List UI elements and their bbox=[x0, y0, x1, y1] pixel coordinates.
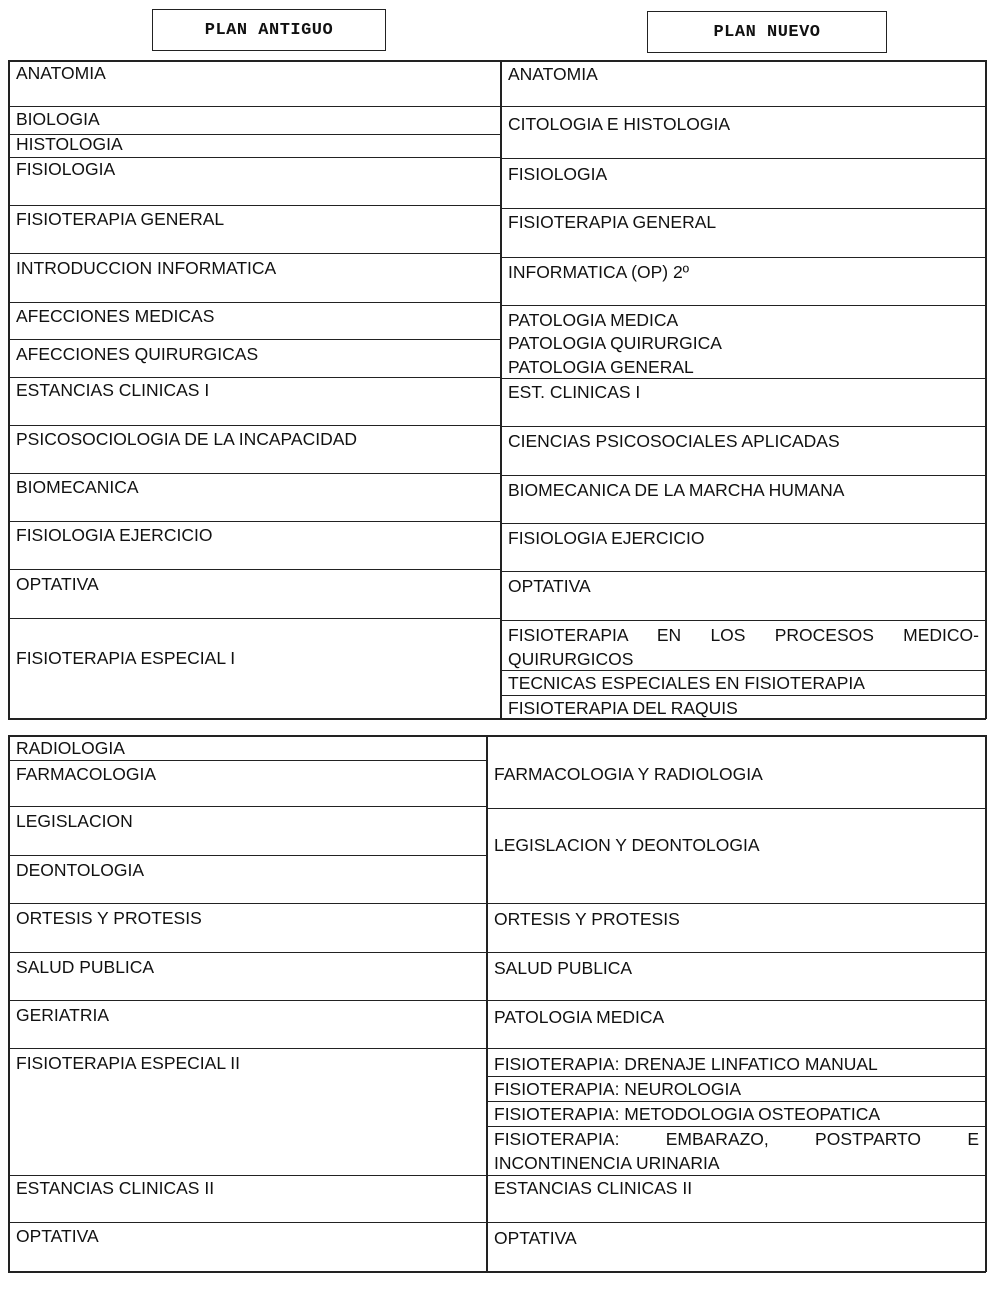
old-subject-introduccion-informatica: INTRODUCCION INFORMATICA bbox=[16, 258, 277, 278]
old-subject-biomecanica: BIOMECANICA bbox=[16, 477, 139, 497]
old-subject-geriatria: GERIATRIA bbox=[16, 1005, 110, 1025]
old-subject-fisiologia-ejercicio: FISIOLOGIA EJERCICIO bbox=[16, 525, 213, 545]
old-subject-radiologia: RADIOLOGIA bbox=[16, 738, 125, 758]
old-subject-psicosociologia: PSICOSOCIOLOGIA DE LA INCAPACIDAD bbox=[16, 429, 358, 449]
old-subject-deontologia: DEONTOLOGIA bbox=[16, 860, 145, 880]
new-subject-citologia-histologia: CITOLOGIA E HISTOLOGIA bbox=[508, 114, 731, 134]
new-subject-salud-publica: SALUD PUBLICA bbox=[494, 958, 633, 978]
new-subject-metodologia-osteopatica: FISIOTERAPIA: METODOLOGIA OSTEOPATICA bbox=[494, 1104, 881, 1124]
old-subject-fisiologia: FISIOLOGIA bbox=[16, 159, 116, 179]
new-subject-neurologia: FISIOTERAPIA: NEUROLOGIA bbox=[494, 1079, 741, 1099]
old-subject-fisioterapia-general: FISIOTERAPIA GENERAL bbox=[16, 209, 225, 229]
old-subject-optativa-2: OPTATIVA bbox=[16, 1226, 99, 1246]
old-subject-histologia: HISTOLOGIA bbox=[16, 134, 123, 154]
header-plan-nuevo: PLAN NUEVO bbox=[647, 11, 887, 53]
old-subject-fisioterapia-especial-i: FISIOTERAPIA ESPECIAL I bbox=[16, 648, 236, 668]
new-subject-legislacion-deontologia: LEGISLACION Y DEONTOLOGIA bbox=[494, 835, 760, 855]
new-subject-patologia-general: PATOLOGIA GENERAL bbox=[508, 357, 694, 377]
new-subject-estancias-clinicas-ii: ESTANCIAS CLINICAS II bbox=[494, 1178, 693, 1198]
old-subject-salud-publica: SALUD PUBLICA bbox=[16, 957, 155, 977]
new-subject-farmacologia-radiologia: FARMACOLOGIA Y RADIOLOGIA bbox=[494, 764, 763, 784]
new-subject-fisiologia-ejercicio: FISIOLOGIA EJERCICIO bbox=[508, 528, 705, 548]
new-subject-ortesis-protesis: ORTESIS Y PROTESIS bbox=[494, 909, 680, 929]
old-subject-farmacologia: FARMACOLOGIA bbox=[16, 764, 157, 784]
new-subject-embarazo-postparto: FISIOTERAPIA: EMBARAZO, POSTPARTO E INCONTINENCIA URINARIA bbox=[494, 1129, 979, 1173]
header-plan-antiguo: PLAN ANTIGUO bbox=[152, 9, 386, 51]
new-subject-biomecanica-marcha: BIOMECANICA DE LA MARCHA HUMANA bbox=[508, 480, 845, 500]
new-subject-optativa: OPTATIVA bbox=[508, 576, 591, 596]
new-subject-fisioterapia-general: FISIOTERAPIA GENERAL bbox=[508, 212, 717, 232]
new-subject-fisioterapia-procesos: FISIOTERAPIA EN LOS PROCESOS MEDICO-QUIRURGICOS bbox=[508, 625, 979, 669]
old-subject-optativa: OPTATIVA bbox=[16, 574, 99, 594]
new-subject-fisiologia: FISIOLOGIA bbox=[508, 164, 608, 184]
old-subject-ortesis-protesis: ORTESIS Y PROTESIS bbox=[16, 908, 202, 928]
new-subject-patologia-medica-2: PATOLOGIA MEDICA bbox=[494, 1007, 665, 1027]
new-subject-informatica-op: INFORMATICA (OP) 2º bbox=[508, 262, 690, 282]
new-subject-ciencias-psicosociales: CIENCIAS PSICOSOCIALES APLICADAS bbox=[508, 431, 840, 451]
old-subject-fisioterapia-especial-ii: FISIOTERAPIA ESPECIAL II bbox=[16, 1053, 241, 1073]
new-subject-est-clinicas-i: EST. CLINICAS I bbox=[508, 382, 641, 402]
new-subject-drenaje-linfatico: FISIOTERAPIA: DRENAJE LINFATICO MANUAL bbox=[494, 1054, 878, 1074]
old-subject-afecciones-quirurgicas: AFECCIONES QUIRURGICAS bbox=[16, 344, 259, 364]
new-subject-patologia-medica: PATOLOGIA MEDICA bbox=[508, 310, 679, 330]
old-subject-legislacion: LEGISLACION bbox=[16, 811, 133, 831]
new-subject-tecnicas-especiales: TECNICAS ESPECIALES EN FISIOTERAPIA bbox=[508, 673, 865, 693]
old-subject-estancias-clinicas-ii: ESTANCIAS CLINICAS II bbox=[16, 1178, 215, 1198]
new-subject-patologia-quirurgica: PATOLOGIA QUIRURGICA bbox=[508, 333, 722, 353]
new-subject-fisioterapia-raquis: FISIOTERAPIA DEL RAQUIS bbox=[508, 698, 738, 718]
new-subject-optativa-2: OPTATIVA bbox=[494, 1228, 577, 1248]
old-subject-biologia: BIOLOGIA bbox=[16, 109, 100, 129]
old-subject-afecciones-medicas: AFECCIONES MEDICAS bbox=[16, 306, 215, 326]
new-subject-anatomia: ANATOMIA bbox=[508, 64, 598, 84]
old-subject-anatomia: ANATOMIA bbox=[16, 63, 106, 83]
old-subject-estancias-clinicas-i: ESTANCIAS CLINICAS I bbox=[16, 380, 210, 400]
